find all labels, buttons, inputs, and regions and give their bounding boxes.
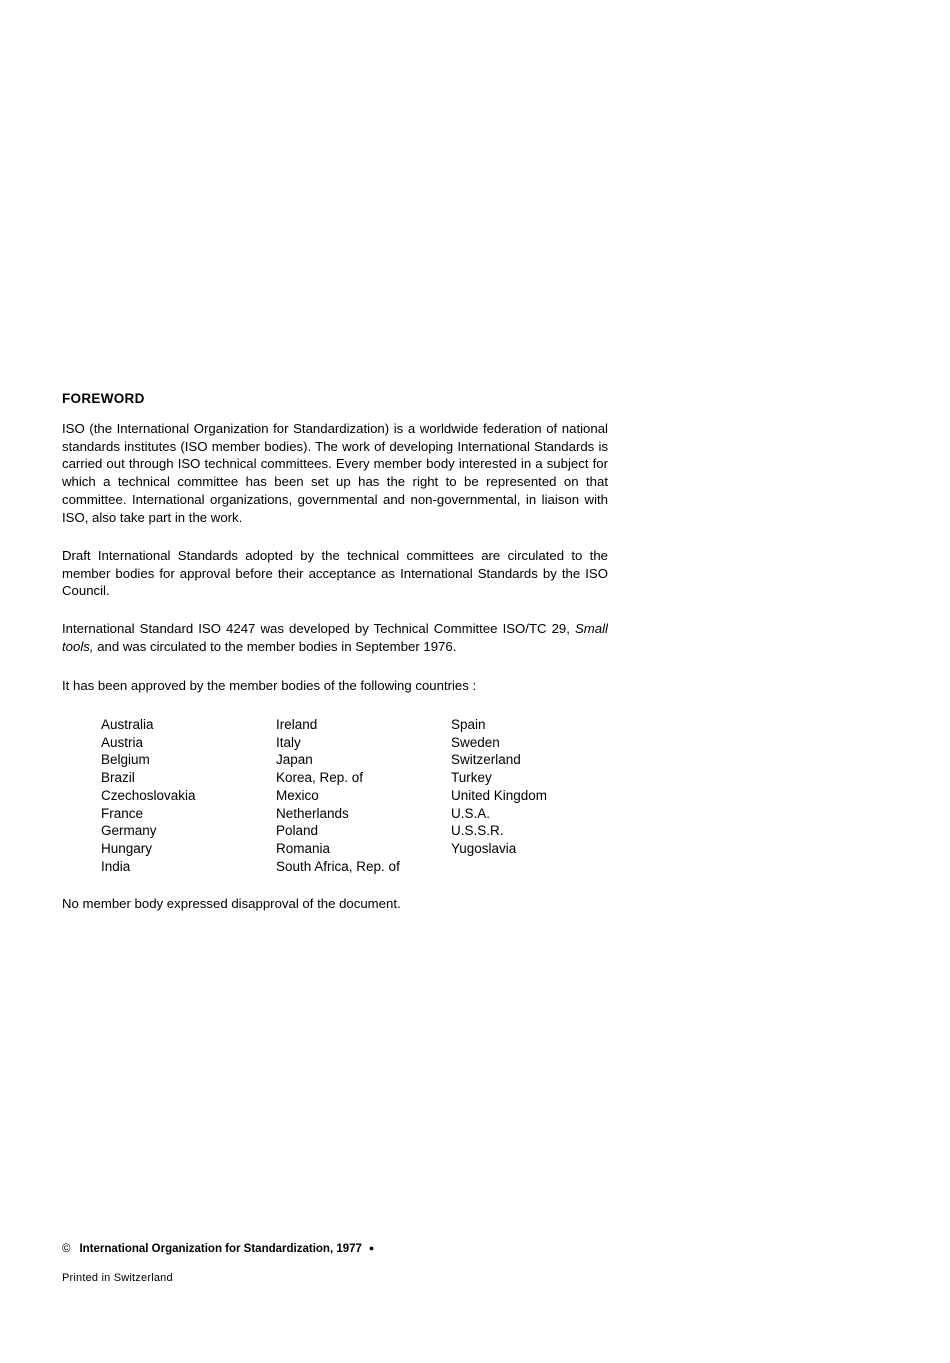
development-text-end: and was circulated to the member bodies in September 1976. bbox=[93, 638, 457, 654]
country-item: Spain bbox=[451, 717, 486, 732]
country-item: Italy bbox=[276, 734, 301, 750]
country-item: U.S.A. bbox=[451, 805, 491, 821]
country-item: Japan bbox=[276, 752, 313, 768]
country-item: Czechoslovakia bbox=[101, 787, 196, 803]
country-item: Switzerland bbox=[451, 752, 521, 768]
countries-column-3 bbox=[451, 716, 611, 875]
bullet-icon: ● bbox=[368, 1243, 375, 1253]
copyright-symbol: © bbox=[62, 1243, 71, 1255]
country-item: United Kingdom bbox=[451, 787, 548, 803]
country-item: Ireland bbox=[276, 717, 318, 732]
country-item: Hungary bbox=[101, 840, 153, 856]
country-item: Sweden bbox=[451, 734, 500, 750]
country-item: Brazil bbox=[101, 770, 135, 786]
country-item: Germany bbox=[101, 823, 157, 839]
country-item: Austria bbox=[101, 734, 144, 750]
copyright-text: International Organization for Standardization, 1977 bbox=[79, 1243, 362, 1255]
country-item: Mexico bbox=[276, 787, 319, 803]
country-item: Poland bbox=[276, 823, 319, 839]
foreword-heading: FOREWORD bbox=[62, 391, 145, 406]
country-item: South Africa, Rep. of bbox=[276, 858, 400, 874]
country-item: Belgium bbox=[101, 752, 150, 768]
country-item: India bbox=[101, 858, 131, 874]
country-item: Australia bbox=[101, 717, 154, 732]
development-text-start: International Standard ISO 4247 was developed by Technical Committee ISO/TC 29, bbox=[62, 621, 576, 636]
foreword-paragraph-disapproval: No member body expressed disapproval of the document. bbox=[62, 896, 401, 911]
country-item: Turkey bbox=[451, 770, 492, 786]
foreword-paragraph-drafts: Draft International Standards adopted by the technical committees are circulated to the member bodies for approval before their acceptance as International Standards by the ISO Council. bbox=[62, 548, 608, 599]
committee-title: Small tools, bbox=[62, 621, 608, 654]
country-item: U.S.S.R. bbox=[451, 823, 504, 839]
foreword-paragraph-approval: It has been approved by the member bodies of the following countries : bbox=[62, 678, 477, 693]
foreword-paragraph-iso: ISO (the International Organization for Standardization) is a worldwide federation of national standards institutes (ISO member bodies). The work of developing International Standards is carried out through ISO technical committees. Every member body interested in a subject for which a technical committee has been set up has the right to be represented on that committee. International organizations, governmental and non-governmental, in liaison with ISO, also take part in the work. bbox=[62, 421, 608, 525]
foreword-paragraph-development bbox=[62, 620, 608, 655]
copyright-line bbox=[62, 1243, 374, 1255]
country-item: Netherlands bbox=[276, 805, 349, 821]
country-item: Korea, Rep. of bbox=[276, 770, 364, 786]
country-item: Yugoslavia bbox=[451, 840, 517, 856]
countries-column-2 bbox=[276, 716, 451, 875]
printed-in-line: Printed in Switzerland bbox=[62, 1272, 173, 1284]
countries-column-1 bbox=[101, 716, 276, 875]
country-item: France bbox=[101, 805, 144, 821]
approving-countries-list bbox=[101, 716, 611, 875]
country-item: Romania bbox=[276, 840, 331, 856]
